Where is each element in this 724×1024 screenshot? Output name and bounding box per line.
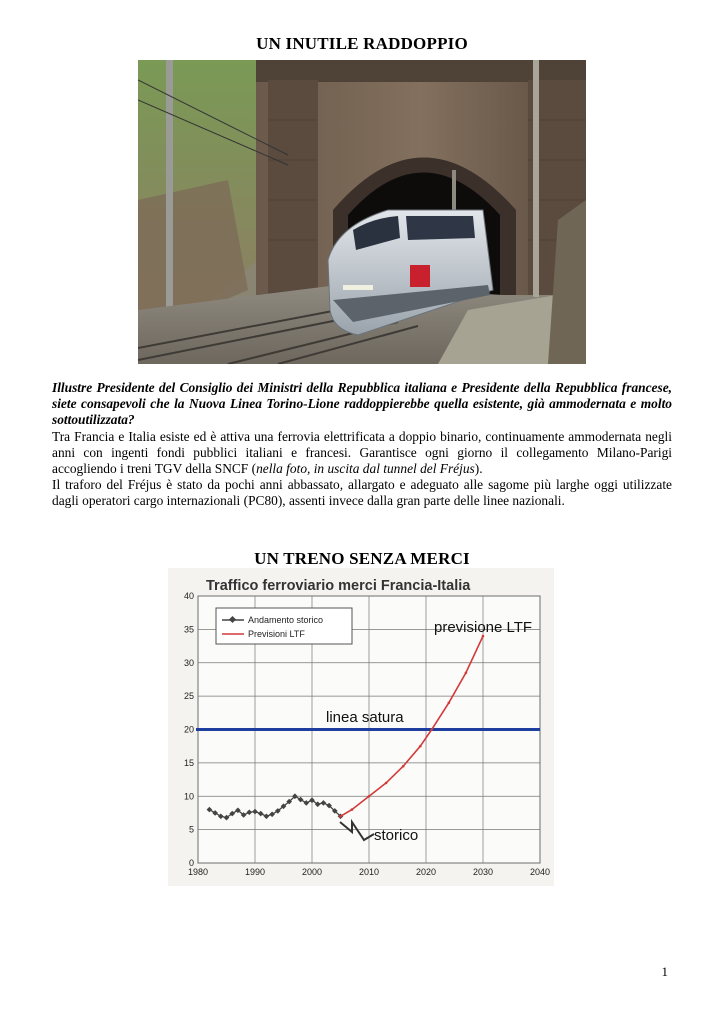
y-tick-label: 0 [188, 858, 194, 868]
annotation-historic: storico [374, 827, 419, 844]
forecast-point [430, 728, 433, 731]
y-tick-label: 35 [183, 624, 194, 635]
freight-traffic-chart [168, 568, 554, 886]
tgv-tunnel-photo [138, 60, 586, 364]
y-tick-label: 30 [183, 657, 194, 668]
y-tick-label: 10 [183, 791, 194, 802]
forecast-point [351, 808, 354, 811]
paragraph-railway-end: ). [474, 461, 483, 477]
paragraph-railway-text: Tra Francia e Italia esiste ed è attiva una ferrovia elettrificata a doppio binario, continuamente ammodernata negli anni con ingenti fondi pubblici italiani e francesi. Garantisce ogni giorno il collegamento Milano-Parigi accogliendo i treni TGV della SNCF ( [52, 428, 672, 477]
chart-title: Traffico ferroviario merci Francia-Italia [206, 578, 471, 594]
y-tick-label: 5 [188, 824, 194, 835]
x-tick-label: 2010 [358, 867, 380, 877]
y-tick-label: 20 [183, 724, 194, 735]
legend-label-historic: Andamento storico [248, 615, 324, 625]
forecast-point [419, 745, 422, 748]
paragraph-frejus: Il traforo del Fréjus è stato da pochi anni abbassato, allargato e adeguato alle sagome più larghe oggi utilizzate dagli operatori cargo internazionali (PC80), assenti invece dalla gran parte delle linee nazionali. [52, 477, 672, 509]
forecast-point [448, 702, 451, 705]
forecast-point [465, 671, 468, 674]
photo-caption-inline: nella foto, in uscita dal tunnel del Fréjus [256, 461, 475, 477]
y-tick-label: 15 [183, 757, 194, 768]
chart-legend [216, 608, 352, 644]
forecast-point [368, 795, 371, 798]
forecast-point [402, 765, 405, 768]
legend-label-forecast: Previsioni LTF [248, 629, 305, 639]
intro-question: Illustre Presidente del Consiglio dei Ministri della Repubblica italiana e Presidente della Repubblica francese, siete consapevoli che la Nuova Linea Torino-Lione raddoppierebbe quella esistente, già ammodernata e molto sottoutilizzata? [52, 380, 672, 428]
page-number: 1 [661, 964, 668, 979]
y-tick-label: 25 [183, 691, 194, 702]
x-tick-label: 2000 [301, 867, 323, 877]
x-tick-label: 2040 [529, 867, 551, 877]
section-title: UN TRENO SENZA MERCI [254, 549, 470, 568]
x-tick-label: 2030 [472, 867, 494, 877]
page-title: UN INUTILE RADDOPPIO [256, 34, 468, 53]
forecast-point [385, 782, 388, 785]
paragraph-railway [52, 429, 672, 478]
forecast-point [339, 815, 342, 818]
x-tick-label: 1980 [187, 867, 209, 877]
article-text [52, 380, 672, 510]
reference-line-label: linea satura [326, 709, 404, 726]
y-tick-label: 40 [183, 591, 194, 601]
x-tick-label: 2020 [415, 867, 437, 877]
x-tick-label: 1990 [244, 867, 266, 877]
annotation-forecast: previsione LTF [434, 619, 533, 636]
